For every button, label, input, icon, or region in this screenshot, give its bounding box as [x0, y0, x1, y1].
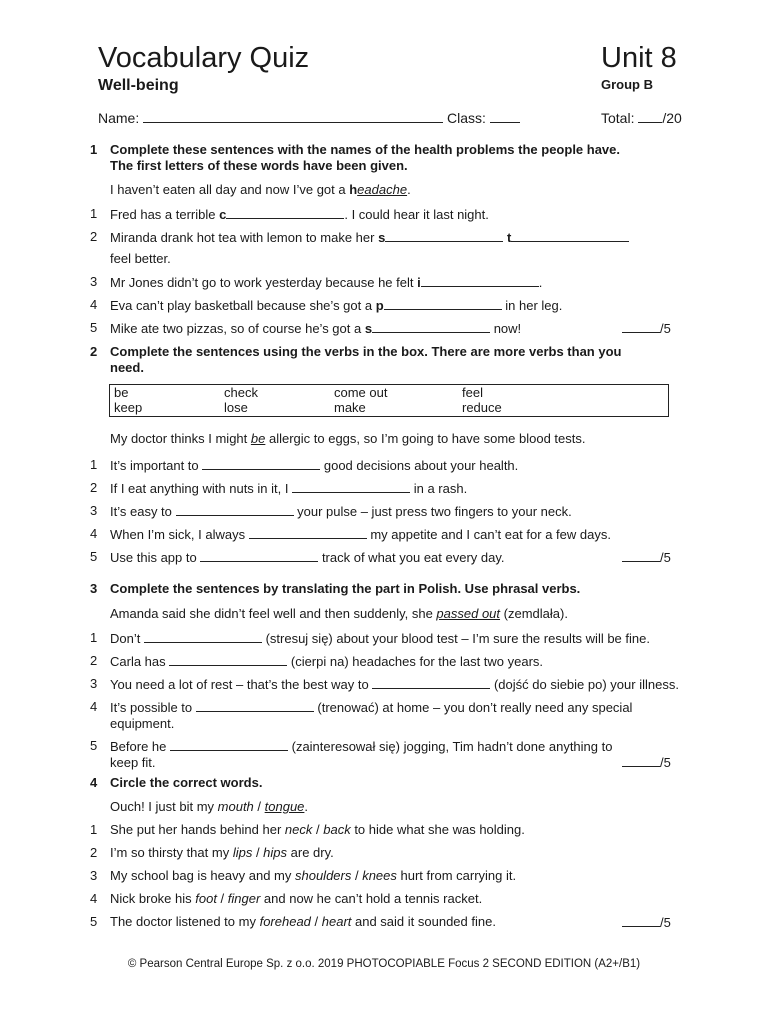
first-letter: p [375, 298, 384, 313]
total-blank[interactable] [638, 110, 662, 123]
answer-blank[interactable] [372, 676, 490, 689]
first-letter: t [506, 230, 512, 245]
first-letter: h [349, 182, 358, 197]
answer-blank[interactable] [200, 549, 318, 562]
example-text: . [407, 182, 411, 197]
score-blank[interactable] [622, 549, 660, 562]
item-text: Miranda drank hot tea with lemon to make her [110, 230, 379, 245]
score-blank[interactable] [622, 320, 660, 333]
item-number: 4 [90, 891, 98, 906]
item-text: Mr Jones didn’t go to work yesterday because he felt [110, 275, 418, 290]
answer-blank[interactable] [176, 503, 294, 516]
section-instruction [110, 142, 720, 174]
section-number: 1 [90, 142, 98, 157]
answer-blank[interactable] [421, 274, 539, 287]
option-word[interactable]: lips [232, 845, 253, 860]
total-max: /20 [662, 110, 682, 126]
item-text: now! [490, 321, 522, 336]
section-score[interactable] [622, 914, 671, 931]
instruction-line: Complete the sentences using the verbs in the box. There are more verbs than you [110, 344, 622, 359]
box-word: make [334, 400, 366, 415]
option-word[interactable]: shoulders [294, 868, 352, 883]
page-title: Vocabulary Quiz [98, 42, 310, 74]
option-word[interactable]: heart [321, 914, 352, 929]
answer-blank[interactable] [169, 653, 287, 666]
score-blank[interactable] [622, 754, 660, 767]
example-answer: tongue [264, 799, 305, 814]
item-text: in a rash. [410, 481, 468, 496]
item-text: hurt from carrying it. [396, 868, 517, 883]
item-text: Mike ate two pizzas, so of course he’s got a [110, 321, 365, 336]
item-text: to hide what she was holding. [350, 822, 525, 837]
item-text: in her leg. [501, 298, 563, 313]
score-max: /5 [660, 915, 671, 930]
example-answer: passed out [436, 606, 501, 621]
section-instruction [110, 344, 720, 376]
answer-blank[interactable] [372, 320, 490, 333]
option-word[interactable]: back [323, 822, 351, 837]
item-text: It’s possible to [110, 700, 196, 715]
instruction-line: need. [110, 360, 144, 375]
answer-blank[interactable] [385, 229, 503, 242]
class-field[interactable] [447, 110, 520, 126]
item-number: 2 [90, 229, 98, 244]
item-text: and said it sounded fine. [351, 914, 496, 929]
name-blank[interactable] [143, 110, 443, 123]
section-number: 2 [90, 344, 98, 359]
example-text: . [304, 799, 309, 814]
name-field[interactable] [98, 110, 443, 126]
item-number: 1 [90, 206, 98, 221]
class-label: Class: [447, 110, 486, 126]
item-text: Don’t [110, 631, 144, 646]
item-number: 5 [90, 738, 98, 753]
item-text: Fred has a terrible [110, 207, 220, 222]
item-text: (stresuj się) about your blood test – I’m sure the results will be fine. [261, 631, 650, 646]
example-text: Ouch! I just bit my [110, 799, 218, 814]
example-answer: eadache [357, 182, 408, 197]
box-word: come out [334, 385, 388, 400]
item-number: 5 [90, 914, 98, 929]
item-number: 1 [90, 457, 98, 472]
item-text: It’s easy to [110, 504, 176, 519]
section-instruction: Complete the sentences by translating the part in Polish. Use phrasal verbs. [110, 581, 581, 596]
item-text: My school bag is heavy and my [110, 868, 295, 883]
first-letter: s [378, 230, 386, 245]
item-number: 2 [90, 653, 98, 668]
box-word: be [114, 385, 129, 400]
section-score[interactable] [622, 754, 671, 771]
score-blank[interactable] [622, 914, 660, 927]
item-number: 4 [90, 699, 98, 714]
item-number: 5 [90, 549, 98, 564]
section-number: 3 [90, 581, 98, 596]
quiz-page: Vocabulary Quiz Unit 8 Well-being Group B Name: Class: Total: /20 1 Complete these sentences with the names of the health problems the people have. The first letters of these words have been given. I haven’t eaten all day and now I’ve got a headache. 1 Fred has a terrible c . I could hear it last night. 2 Miranda drank hot tea with lemon to make her s t feel better. 3 Mr Jones didn’t go to work yesterday because he felt i . 4 Eva can’t play basketball because she’s got a p in her leg. 5 Mike ate two pizzas, so of course he’s got a s now! /5 2 Complete the sentences using the verbs in the box. There are more verbs than you need. be check come out feel keep lose make reduce My doctor thinks I might be allergic to eggs, so I’m going to have some blood tests. 1 It’s important to good decisions about your health. 2 If I eat anything with nuts in it, I in a rash. 3 It’s easy to your pulse – just press two fingers to your neck. 4 When I’m sick, I always my appetite and I can’t eat for a few days. 5 Use this app to track of what you eat every day. /5 3 Complete the sentences by translating the part in Polish. Use phrasal verbs. Amanda said she didn’t feel well and then suddenly, she passed out (zemdlała). 1 Don’t (stresuj się) about your blood test – I’m sure the results will be fine. 2 Carla has (cierpi na) headaches for the last two years. 3 You need a lot of rest – that’s the best way to (dojść do siebie po) your illness. 4 It’s possible to (trenować) at home – you don’t really need any special equipment. 5 Before he (zainteresował się) jogging, Tim hadn’t done anything to keep fit. /5 4 Circle the correct words. Ouch! I just bit my mouth / tongue. 1 She put her hands behind her neck / back to hide what she was holding. 2 I’m so thirsty that my lips / hips are dry. 3 My school bag is heavy and my shoulders / knees hurt from carrying it. 4 Nick broke his foot / finger and now he can’t hold a tennis racket. 5 The doctor listened to my forehead / heart and said it sounded fine. /5 © Pearson Central Europe Sp. z o.o. 2019 PHOTOCOPIABLE Focus 2 SECOND EDITION (A2+/B1) [0, 0, 768, 1024]
option-word: mouth [217, 799, 254, 814]
item-number: 1 [90, 822, 98, 837]
example-text: (zemdlała). [500, 606, 568, 621]
item-number: 1 [90, 630, 98, 645]
item-number: 3 [90, 503, 98, 518]
box-word: keep [114, 400, 143, 415]
box-word: check [224, 385, 258, 400]
item-number: 3 [90, 868, 98, 883]
option-word[interactable]: neck [284, 822, 313, 837]
example-answer: be [250, 431, 266, 446]
answer-blank[interactable] [144, 630, 262, 643]
example-text: allergic to eggs, so I’m going to have some blood tests. [265, 431, 586, 446]
item-text: If I eat anything with nuts in it, I [110, 481, 293, 496]
answer-blank[interactable] [226, 206, 344, 219]
first-letter: c [219, 207, 227, 222]
section-number: 4 [90, 775, 98, 790]
item-text: I’m so thirsty that my [110, 845, 233, 860]
option-word[interactable]: hips [263, 845, 288, 860]
group-label: Group B [601, 77, 653, 92]
item-number: 3 [90, 676, 98, 691]
box-word: reduce [462, 400, 502, 415]
item-text: Before he [110, 739, 170, 754]
answer-blank[interactable] [249, 526, 367, 539]
example-text: I haven’t eaten all day and now I’ve got a [110, 182, 350, 197]
answer-blank[interactable] [292, 480, 410, 493]
item-number: 4 [90, 526, 98, 541]
score-max: /5 [660, 321, 671, 336]
class-blank[interactable] [490, 110, 520, 123]
page-subtitle: Well-being [98, 77, 179, 94]
option-word[interactable]: forehead [259, 914, 311, 929]
item-text: She put her hands behind her [110, 822, 285, 837]
item-text: equipment. [110, 716, 175, 731]
answer-blank[interactable] [170, 738, 288, 751]
item-number: 4 [90, 297, 98, 312]
section-score[interactable] [622, 549, 671, 566]
total-label: Total: [601, 110, 635, 126]
answer-blank[interactable] [202, 457, 320, 470]
item-text: . [538, 275, 543, 290]
item-text: Carla has [110, 654, 170, 669]
item-text: You need a lot of rest – that’s the best way to [110, 677, 373, 692]
item-text: your pulse – just press two fingers to your neck. [293, 504, 572, 519]
item-number: 2 [90, 845, 98, 860]
item-number: 3 [90, 274, 98, 289]
example-text: Amanda said she didn’t feel well and then suddenly, she [110, 606, 437, 621]
item-text: track of what you eat every day. [318, 550, 505, 565]
instruction-line: The first letters of these words have been given. [110, 158, 408, 173]
item-text: Eva can’t play basketball because she’s got a [110, 298, 376, 313]
copyright-footer: © Pearson Central Europe Sp. z o.o. 2019 PHOTOCOPIABLE Focus 2 SECOND EDITION (A2+/B1) [127, 958, 641, 970]
item-text: keep fit. [110, 755, 156, 770]
item-text: Use this app to [110, 550, 201, 565]
answer-blank[interactable] [511, 229, 629, 242]
option-word[interactable]: finger [227, 891, 261, 906]
word-box [109, 384, 669, 417]
item-text: . I could hear it last night. [344, 207, 489, 222]
section-instruction: Circle the correct words. [110, 775, 263, 790]
item-text: The doctor listened to my [110, 914, 260, 929]
example-text: My doctor thinks I might [110, 431, 251, 446]
item-number: 5 [90, 320, 98, 335]
item-text: my appetite and I can’t eat for a few days. [366, 527, 611, 542]
box-word: lose [224, 400, 248, 415]
item-text: feel better. [110, 251, 171, 266]
section-score[interactable] [622, 320, 671, 337]
item-text: It’s important to [110, 458, 203, 473]
first-letter: i [417, 275, 421, 290]
total-field[interactable] [601, 110, 682, 126]
answer-blank[interactable] [196, 699, 314, 712]
option-word[interactable]: foot [195, 891, 217, 906]
item-text: When I’m sick, I always [110, 527, 249, 542]
item-text: good decisions about your health. [320, 458, 519, 473]
item-number: 2 [90, 480, 98, 495]
item-text: are dry. [287, 845, 334, 860]
option-word[interactable]: knees [362, 868, 397, 883]
unit-label: Unit 8 [601, 42, 677, 74]
name-label: Name: [98, 110, 140, 126]
score-max: /5 [660, 755, 671, 770]
item-text: (trenować) at home – you don’t really need any special [313, 700, 633, 715]
first-letter: s [364, 321, 373, 336]
answer-blank[interactable] [384, 297, 502, 310]
item-text: (cierpi na) headaches for the last two years. [287, 654, 544, 669]
instruction-line: Complete these sentences with the names of the health problems the people have. [110, 142, 621, 157]
item-text: Nick broke his [110, 891, 196, 906]
score-max: /5 [660, 550, 671, 565]
item-text: (dojść do siebie po) your illness. [490, 677, 679, 692]
item-text: (zainteresował się) jogging, Tim hadn’t done anything to [288, 739, 613, 754]
box-word: feel [462, 385, 483, 400]
item-text: and now he can’t hold a tennis racket. [260, 891, 483, 906]
